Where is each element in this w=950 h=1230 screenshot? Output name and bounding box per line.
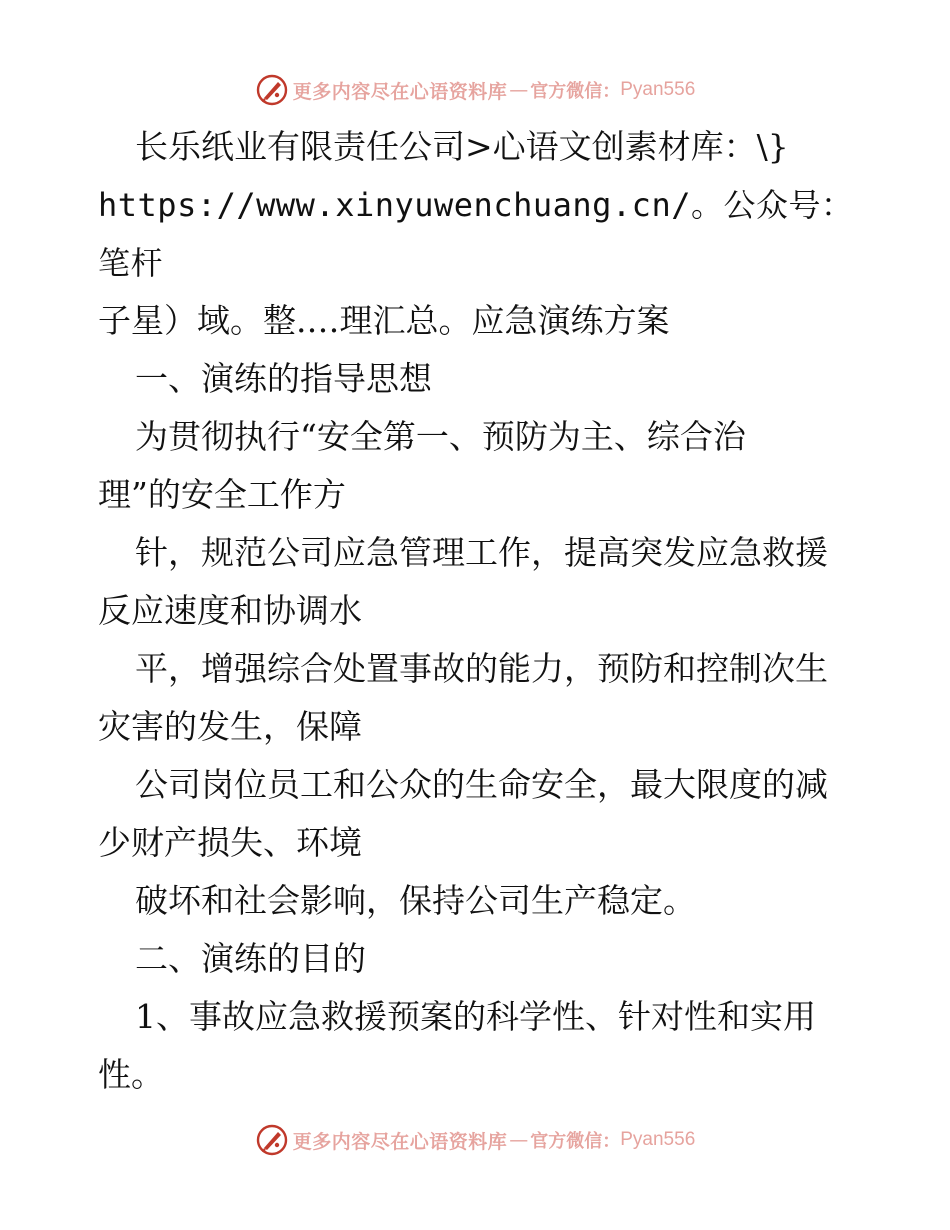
footer-separator: — (509, 1129, 529, 1151)
header-watermark (0, 70, 950, 110)
footer-watermark (0, 1120, 950, 1160)
body-line-5: 为贯彻执行“安全第一、预防为主、综合治 (135, 417, 746, 456)
section-heading-1: 一、演练的指导思想 (135, 359, 432, 398)
header-wechat-label: 官方微信： (530, 81, 621, 102)
body-line-3: 子星）域。整.…理汇总。应急演练方案 (98, 301, 670, 340)
footer-wechat-id: Pyan556 (620, 1129, 696, 1150)
body-line-10: 灾害的发生，保障 (98, 707, 362, 746)
body-line-9: 平，增强综合处置事故的能力，预防和控制次生 (135, 649, 828, 688)
body-line-11: 公司岗位员工和公众的生命安全，最大限度的减 (135, 765, 828, 804)
header-wechat-id: Pyan556 (620, 79, 696, 100)
document-body (98, 118, 858, 1104)
body-line-7: 针，规范公司应急管理工作，提高突发应急救援 (135, 533, 828, 572)
footer-brand-text: 更多内容尽在心语资料库 (292, 1130, 508, 1153)
body-line-6: 理”的安全工作方 (98, 475, 346, 514)
body-line-13: 破坏和社会影响，保持公司生产稳定。 (135, 881, 696, 920)
header-separator: — (509, 79, 529, 101)
body-line-12: 少财产损失、环境 (98, 823, 362, 862)
body-line-16: 性。 (98, 1055, 164, 1094)
body-line-8: 反应速度和协调水 (98, 591, 362, 630)
footer-wechat-label: 官方微信： (530, 1131, 621, 1152)
quill-pen-icon (255, 73, 289, 107)
body-line-1: 长乐纸业有限责任公司>心语文创素材库：\} (135, 127, 789, 166)
body-line-2-url: https://www.xinyuwenchuang.cn/。公众号：笔杆 (98, 186, 854, 282)
body-line-15: 1、事故应急救援预案的科学性、针对性和实用 (135, 997, 816, 1036)
quill-pen-icon (255, 1123, 289, 1157)
header-brand-text: 更多内容尽在心语资料库 (292, 80, 508, 103)
section-heading-2: 二、演练的目的 (135, 939, 366, 978)
